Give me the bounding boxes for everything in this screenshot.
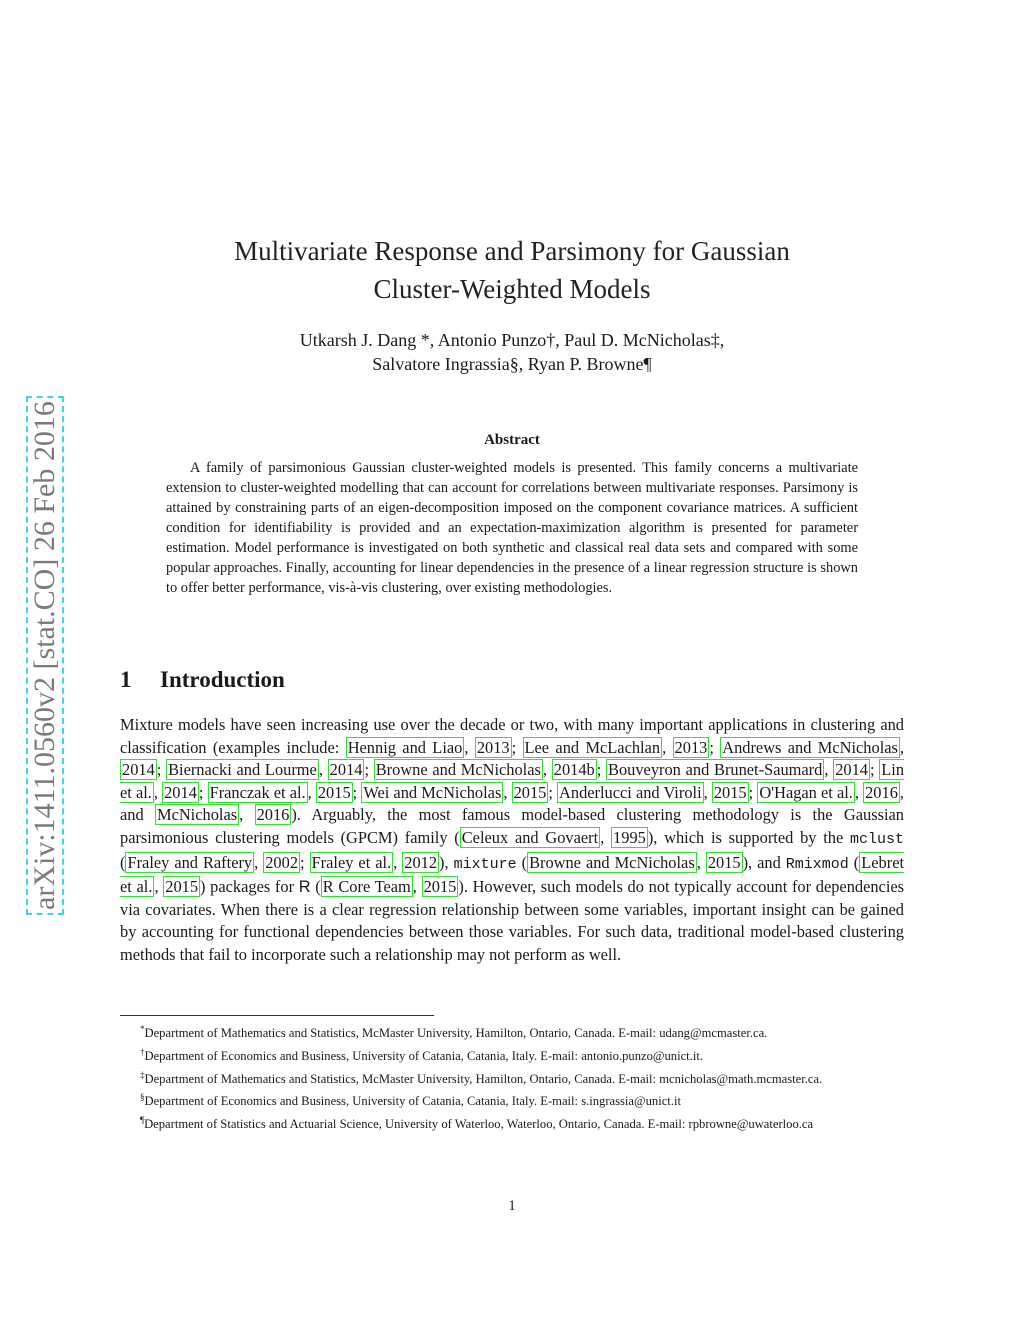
title-line-2: Cluster-Weighted Models — [373, 274, 651, 304]
citation-link[interactable]: Bouveyron and Brunet-Saumard — [608, 760, 823, 780]
citation-year-link[interactable]: 2014 — [835, 760, 868, 780]
intro-text: ). However, such models do not typically account for dependencies via covariates. When there is a clear regression relationship between some variables, important insight can be gained by accounting for functional dependencies between those variables. For such data, traditional model-based clustering methods that fail to incorporate such a relationship may not perform as well. — [120, 877, 905, 964]
footnote — [120, 1020, 904, 1043]
title-line-1: Multivariate Response and Parsimony for Gaussian — [234, 236, 790, 266]
citation-year-link[interactable]: 1995 — [613, 827, 646, 847]
citation-year-link[interactable]: 2016 — [256, 805, 290, 825]
footnote — [120, 1088, 904, 1111]
citation-year-link[interactable]: 2012 — [404, 852, 438, 872]
citation-link[interactable]: Biernacki and Lourme — [168, 760, 317, 780]
citation-link[interactable]: Franczak et al. — [209, 782, 306, 802]
intro-text: Mixture models have seen increasing use over the decade or two, with many important applications in clustering and classification (examples include: — [120, 715, 904, 757]
citation-year-link[interactable]: 2014 — [122, 760, 155, 780]
footnote — [120, 1066, 904, 1089]
paper-title — [120, 232, 904, 308]
citation-link[interactable]: R Core Team — [322, 877, 411, 897]
citation-link[interactable]: Anderlucci and Viroli — [559, 782, 702, 802]
citation-link[interactable]: Lee and McLachlan — [524, 737, 661, 757]
citation-year-link[interactable]: 2014 — [164, 782, 197, 802]
package-name: mclust — [850, 830, 905, 848]
footnote — [120, 1111, 904, 1134]
citation-link[interactable]: Lin et al. — [120, 760, 905, 802]
citation-link[interactable]: Lebret et al. — [120, 852, 905, 897]
citation-link[interactable]: Browne and McNicholas — [529, 852, 695, 872]
abstract-text: A family of parsimonious Gaussian cluster-weighted models is presented. This family concerns a multivariate extension to cluster-weighted modelling that can account for correlations between multivariate responses. Parsimony is attained by constraining parts of an eigen-decomposition imposed on the component covariance matrices. A sufficient condition for identifiability is provided and an expectation-maximization algorithm is presented for parameter estimation. Model performance is investigated on both synthetic and classical real data sets and compared with some popular approaches. Finally, accounting for linear dependencies in the presence of a linear regression structure is shown to offer better performance, vis-à-vis clustering, over existing methodologies. — [166, 460, 858, 596]
citation-link[interactable]: Hennig and Liao — [347, 737, 463, 757]
abstract-heading: Abstract — [484, 432, 540, 448]
introduction-paragraph: Mixture models have seen increasing use over the decade or two, with many important applications in clustering and classification (examples include: Hennig and Liao , 2013 ; Lee and McLachlan , 2013 ; Andrews and McNicholas , 2014 ; Biernacki and Lourme , 2014 ; Browne and McNicholas , 2014b ; Bouveyron and Brunet-Saumard , 2014 ; Lin et al. , 2014 ; Franczak et al. , 2015 ; Wei and McNicholas , 2015 ; Anderlucci and Viroli , 2015 ; O'Hagan et al. , 2016 , and McNicholas , 2016 ). Arguably, the most famous model-based clustering methodology is the Gaussian parsimonious clustering models (GPCM) family ( Celeux and Govaert , 1995 ), which is supported by the mclust ( Fraley and Raftery , 2002 ; Fraley et al. , 2012 ), mixture ( Browne and McNicholas , 2015 ), and Rmixmod ( Lebret et al. , 2015 ) packages for R ( R Core Team , 2015 ). However, such models do not typically account for dependencies via covariates. When there is a clear regression relationship between some variables, important insight can be gained by accounting for functional dependencies between those variables. For such data, traditional model-based clustering methods that fail to incorporate such a relationship may not perform as well. — [120, 715, 905, 964]
author-list — [120, 328, 904, 376]
citation-link[interactable]: Browne and McNicholas — [375, 760, 541, 780]
footnote-mark: * — [140, 1024, 145, 1034]
citation-year-link[interactable]: 2013 — [674, 737, 708, 757]
citation-year-link[interactable]: 2002 — [265, 852, 299, 872]
arxiv-stamp: arXiv:1411.0560v2 [stat.CO] 26 Feb 2016 — [26, 396, 64, 915]
footnote-mark: § — [140, 1092, 145, 1103]
citation-year-link[interactable]: 2016 — [865, 782, 898, 802]
citation-link[interactable]: McNicholas — [157, 805, 238, 825]
citation-year-link[interactable]: 2015 — [165, 877, 199, 897]
citation-year-link[interactable]: 2015 — [317, 782, 351, 802]
citation-link[interactable]: Andrews and McNicholas — [722, 737, 898, 757]
package-name: Rmixmod — [785, 855, 849, 873]
citation-year-link[interactable]: 2015 — [423, 877, 457, 897]
footnote-text: Department of Mathematics and Statistics, McMaster University, Hamilton, Ontario, Canada. E-mail: mcnicholas@math.mcmaster.ca. — [144, 1071, 823, 1086]
footnote-rule — [120, 1015, 434, 1016]
footnote-mark: ¶ — [140, 1115, 145, 1126]
citation-link[interactable]: Wei and McNicholas — [363, 782, 502, 802]
footnote — [120, 1043, 904, 1066]
intro-text: ) packages for — [200, 877, 299, 897]
section-number: 1 — [120, 667, 132, 692]
authors-line-1: Utkarsh J. Dang *, Antonio Punzo†, Paul D. McNicholas‡, — [299, 330, 725, 350]
footnote-text: Department of Statistics and Actuarial Science, University of Waterloo, Waterloo, Ontario, Canada. E-mail: rpbrowne@uwaterloo.ca — [144, 1117, 814, 1132]
section-title: Introduction — [160, 667, 285, 692]
package-name: mixture — [453, 855, 517, 873]
citation-link[interactable]: Fraley and Raftery — [127, 852, 253, 872]
intro-text: ), and — [742, 852, 786, 872]
citation-year-link[interactable]: 2013 — [476, 737, 510, 757]
citation-link[interactable]: O'Hagan et al. — [759, 782, 853, 802]
section-heading — [120, 667, 285, 693]
citation-year-link[interactable]: 2015 — [713, 782, 747, 802]
footnotes — [120, 1020, 904, 1134]
citation-link[interactable]: Celeux and Govaert — [461, 827, 599, 847]
citation-year-link[interactable]: 2015 — [707, 852, 741, 872]
page-number: 1 — [508, 1198, 516, 1214]
citation-link[interactable]: Fraley et al. — [311, 852, 392, 872]
software-name: R — [298, 878, 311, 897]
footnote-text: Department of Economics and Business, University of Catania, Catania, Italy. E-mail: antonio.punzo@unict.it. — [144, 1048, 703, 1063]
footnote-mark: ‡ — [140, 1069, 145, 1080]
footnote-text: Department of Mathematics and Statistics, McMaster University, Hamilton, Ontario, Canada. E-mail: udang@mcmaster.ca. — [144, 1026, 768, 1041]
intro-text: ). Arguably, the most famous model-based clustering methodology is the Gaussian parsimonious clustering models (GPCM) family ( — [120, 805, 904, 847]
citation-year-link[interactable]: 2014 — [329, 760, 363, 780]
authors-line-2: Salvatore Ingrassia§, Ryan P. Browne¶ — [372, 354, 652, 374]
citation-year-link[interactable]: 2014b — [553, 760, 595, 780]
intro-text: ), which is supported by the — [647, 827, 851, 847]
footnote-mark: † — [140, 1046, 145, 1057]
footnote-text: Department of Economics and Business, University of Catania, Catania, Italy. E-mail: s.ingrassia@unict.it — [144, 1094, 681, 1109]
citation-year-link[interactable]: 2015 — [513, 782, 547, 802]
